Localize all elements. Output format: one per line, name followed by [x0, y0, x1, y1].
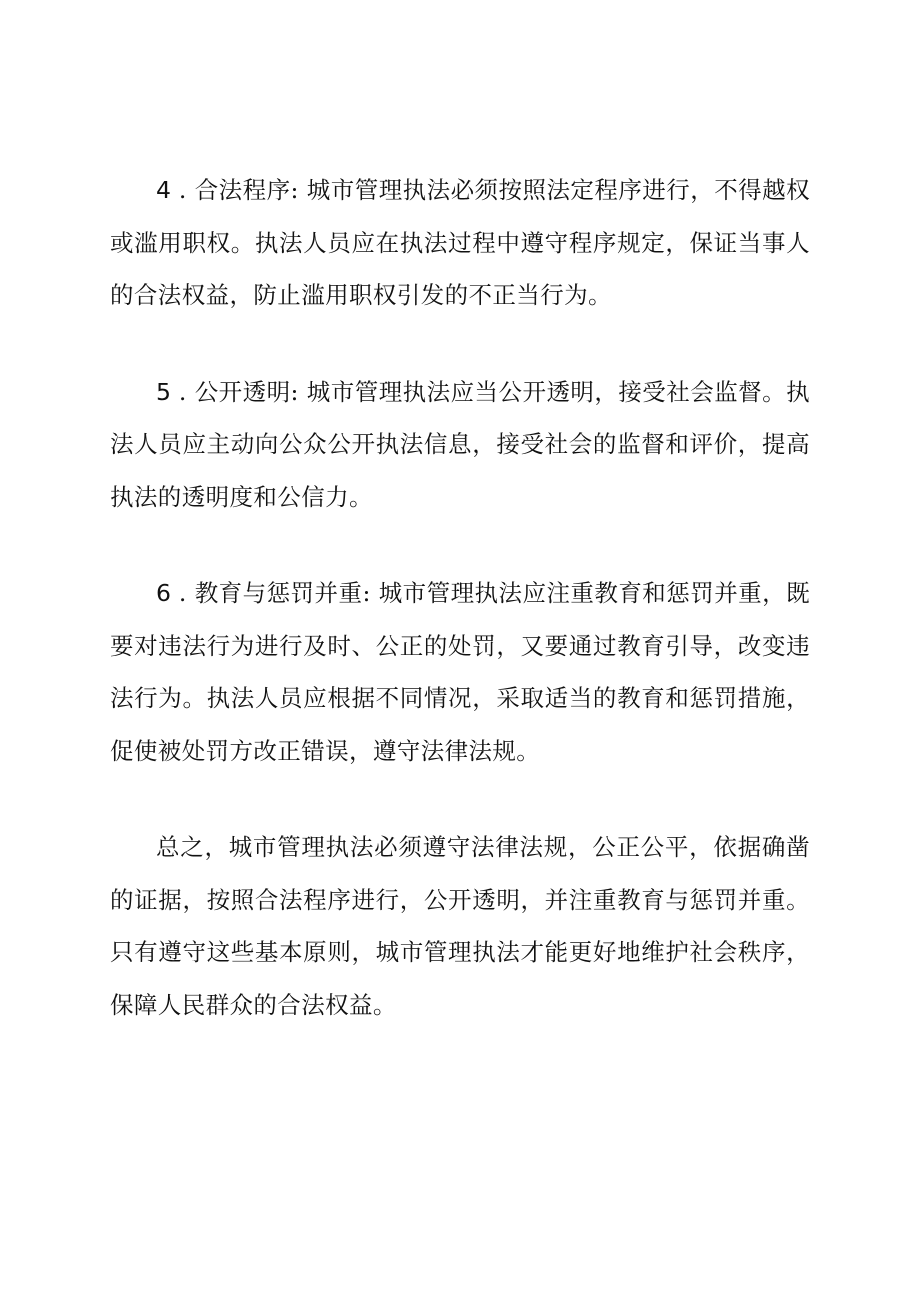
paragraph-principle-6 [110, 567, 810, 777]
paragraph-text: . 合法程序: 城市管理执法必须按照法定程序进行，不得越权或滥用职权。执法人员应在执法过程中遵守程序规定，保证当事人的合法权益，防止滥用职权引发的不正当行为。 [110, 176, 810, 309]
paragraph-text: . 公开透明: 城市管理执法应当公开透明，接受社会监督。执法人员应主动向公众公开执法信息，接受社会的监督和评价，提高执法的透明度和公信力。 [110, 377, 810, 511]
paragraph-text: . 教育与惩罚并重: 城市管理执法应注重教育和惩罚并重，既要对违法行为进行及时、公正的处罚，又要通过教育引导，改变违法行为。执法人员应根据不同情况，采取适当的教育和惩罚措施，促使被处罚方改正错误，遵守法律法规。 [110, 579, 810, 765]
paragraph-principle-5 [110, 366, 810, 524]
document-body [110, 164, 810, 1031]
paragraph-number: 4 [156, 176, 171, 204]
paragraph-principle-4 [110, 164, 810, 322]
paragraph-conclusion [110, 821, 810, 1031]
paragraph-number: 5 [156, 377, 171, 406]
paragraph-number: 6 [156, 579, 171, 607]
paragraph-text: 总之，城市管理执法必须遵守法律法规，公正公平，依据确凿的证据，按照合法程序进行，公开透明，并注重教育与惩罚并重。只有遵守这些基本原则，城市管理执法才能更好地维护社会秩序，保障人民群众的合法权益。 [110, 833, 810, 1019]
